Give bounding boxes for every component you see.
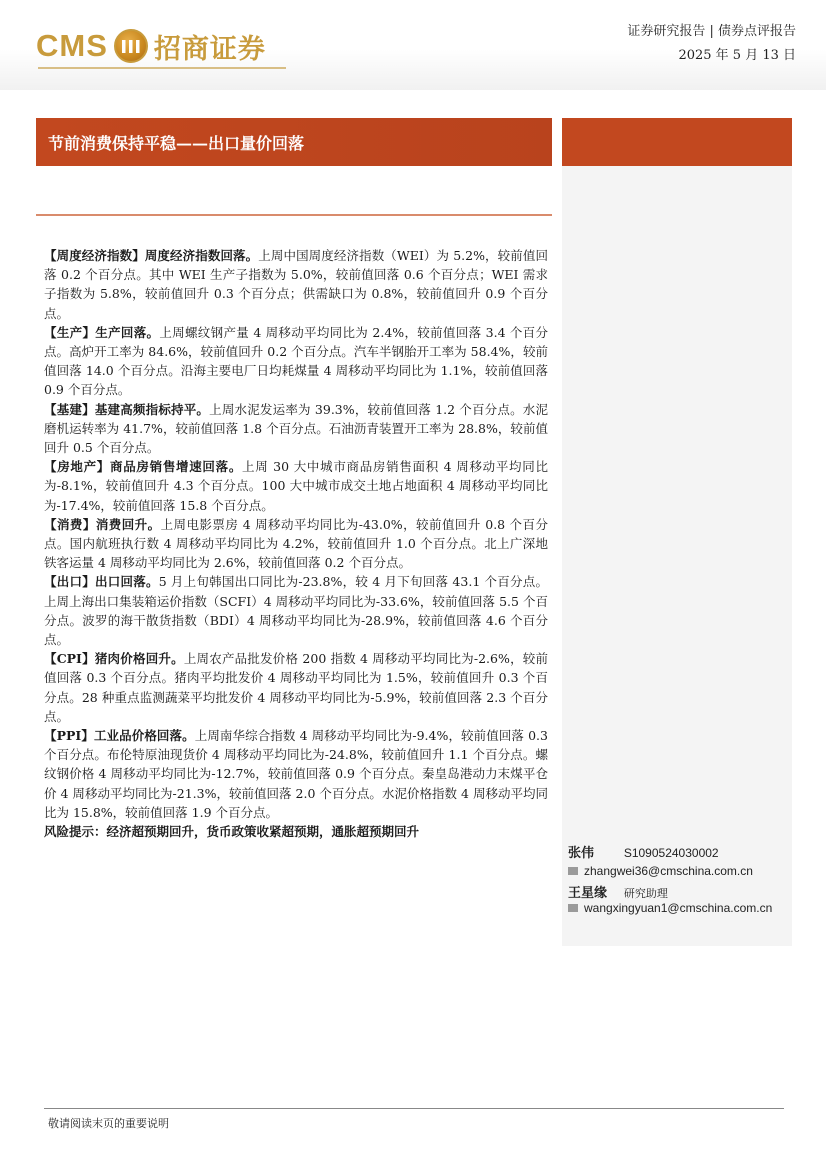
author-name: 王星缘 [568, 886, 608, 901]
section-ppi [44, 726, 548, 822]
title-divider [36, 214, 552, 216]
section-tag: 【生产】 [44, 324, 96, 340]
section-text: 上周中国周度经济指数（WEI）为 5.2%，较前值回落 0.2 个百分点。其中 WEI 生产子指数为 5.0%，较前值回落 0.6 个百分点；WEI 需求子指数为 5.8%，较前值回升 0.3 个百分点；供需缺口为 0.8%，较前值回升 0.9 个百分点。 [44, 248, 548, 321]
side-panel [562, 166, 792, 946]
section-headline: 猪肉价格回升。 [94, 651, 184, 667]
section-text: 上周农产品批发价格 200 指数 4 周移动平均同比为-2.6%，较前值回落 0.3 个百分点。猪肉平均批发价 4 周移动平均同比为 1.5%，较前值回升 0.3 个百分点。28 种重点监测蔬菜平均批发价 4 周移动平均同比为-5.9%，较前值回落 2.3 个百分点。 [44, 651, 548, 724]
logo-latin: CMS [36, 28, 108, 63]
section-tag: 【周度经济指数】 [44, 248, 145, 263]
title-bar [36, 118, 552, 166]
section-text: 上周螺纹钢产量 4 周移动平均同比为 2.4%，较前值回落 3.4 个百分点。高炉开工率为 84.6%，较前值回升 0.2 个百分点。汽车半钢胎开工率为 58.4%，较前值回落 14.0 个百分点。沿海主要电厂日均耗煤量 4 周移动平均同比为 1.1%，较前值回落 0.9 个百分点。 [44, 324, 548, 398]
section-tag: 【基建】 [44, 401, 95, 417]
footer-divider [44, 1108, 784, 1109]
section-headline: 消费回升。 [95, 516, 161, 532]
section-text: 上周南华综合指数 4 周移动平均同比为-9.4%，较前值回落 0.3 个百分点。布伦特原油现货价 4 周移动平均同比为-24.8%，较前值回升 1.1 个百分点。螺纹钢价格 4 周移动平均同比为-12.7%，较前值回落 0.9 个百分点。秦皇岛港动力末煤平仓价 4 周移动平均同比为-21.3%，较前值回落 2.0 个百分点。水泥价格指数 4 周移动平均同比为 15.8%，较前值回落 1.9 个百分点。 [44, 728, 548, 820]
section-headline: 商品房销售增速回落。 [110, 459, 243, 475]
section-real-estate [44, 457, 548, 515]
author-2-email-row [568, 900, 788, 916]
author-cert: S1090524030002 [623, 846, 719, 860]
author-name: 张伟 [568, 846, 595, 861]
report-date: 2025 年 5 月 13 日 [678, 48, 796, 63]
section-text: 5 月上旬韩国出口同比为-23.8%，较 4 月下旬回落 43.1 个百分点。上周上海出口集装箱运价指数（SCFI）4 周移动平均同比为-33.6%，较前值回落 5.5 个百分点。波罗的海干散货指数（BDI）4 周移动平均同比为-28.9%，较前值回落 4.6 个百分点。 [44, 574, 548, 648]
section-tag: 【消费】 [44, 516, 96, 532]
section-export [44, 572, 548, 649]
section-text: 上周 30 大中城市商品房销售面积 4 周移动平均同比为-8.1%，较前值回升 4.3 个百分点。100 大中城市成交土地占地面积 4 周移动平均同比为-17.4%，较前值回落 15.8 个百分点。 [44, 459, 548, 513]
logo-underline [38, 67, 286, 69]
report-type: 证券研究报告 | 债券点评报告 [627, 24, 796, 39]
footer-note: 敬请阅读末页的重要说明 [48, 1117, 169, 1130]
section-text: 上周电影票房 4 周移动平均同比为-43.0%，较前值回升 0.8 个百分点。国内航班执行数 4 周移动平均同比为 4.2%，较前值回升 1.0 个百分点。北上广深地铁客运量 4 周移动平均同比为 2.6%，较前值回落 0.2 个百分点。 [44, 516, 548, 571]
company-logo [36, 24, 266, 68]
report-body [44, 246, 548, 841]
section-tag: 【CPI】 [44, 651, 95, 667]
author-1 [568, 842, 719, 861]
logo-chinese: 招商证券 [153, 33, 266, 65]
mail-icon [568, 904, 578, 912]
author-email[interactable]: zhangwei36@cmschina.com.cn [584, 864, 753, 878]
section-headline: 基建高频指标持平。 [94, 401, 210, 417]
author-role: 研究助理 [623, 887, 668, 900]
page-title: 节前消费保持平稳——出口量价回落 [48, 133, 305, 153]
section-text: 上周水泥发运率为 39.3%，较前值回落 1.2 个百分点。水泥磨机运转率为 41.7%，较前值回落 1.8 个百分点。石油沥青装置开工率为 28.8%，较前值回升 0.5 个百分点。 [44, 401, 548, 456]
section-production [44, 323, 548, 400]
section-cpi [44, 649, 548, 726]
section-tag: 【房地产】 [44, 459, 111, 475]
section-infrastructure [44, 400, 548, 458]
section-tag: 【出口】 [44, 574, 95, 590]
section-headline: 周度经济指数回落。 [144, 248, 259, 263]
mail-icon [568, 867, 578, 875]
section-headline: 工业品价格回落。 [93, 728, 195, 744]
risk-warning: 风险提示：经济超预期回升，货币政策收紧超预期，通胀超预期回升 [44, 824, 420, 840]
section-consumption [44, 515, 548, 573]
author-2 [568, 882, 668, 901]
logo-emblem-icon [114, 29, 148, 63]
section-tag: 【PPI】 [44, 728, 94, 744]
section-headline: 生产回落。 [95, 324, 160, 340]
section-weekly-index [44, 246, 548, 323]
section-headline: 出口回落。 [95, 574, 159, 590]
author-email[interactable]: wangxingyuan1@cmschina.com.cn [584, 901, 773, 915]
author-1-email-row [568, 863, 788, 879]
side-header-block [562, 118, 792, 166]
